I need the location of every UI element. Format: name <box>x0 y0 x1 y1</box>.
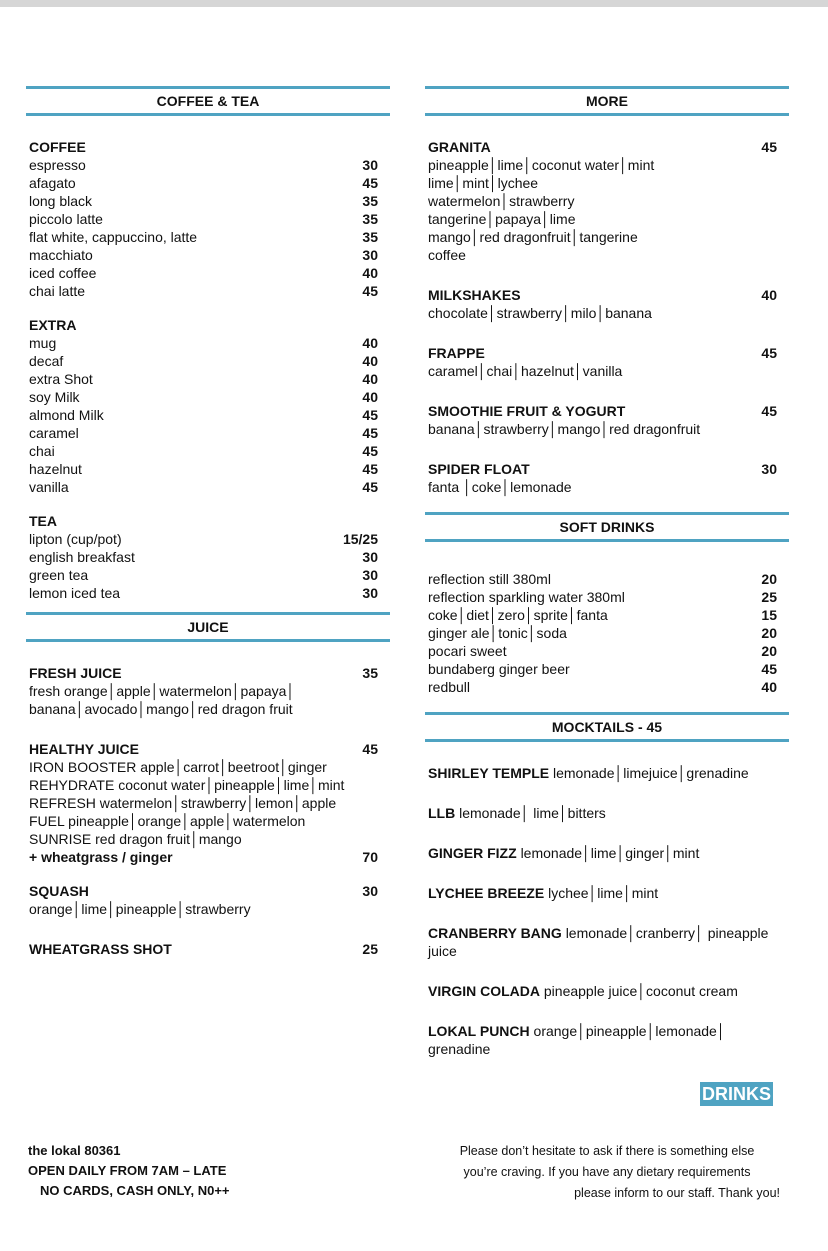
item-name: hazelnut <box>29 461 82 477</box>
item-price: 35 <box>362 211 378 227</box>
milkshakes-price: 40 <box>761 287 777 303</box>
item-name: vanilla <box>29 479 69 495</box>
tea-item <box>26 548 390 566</box>
left-column <box>26 86 390 958</box>
healthy-juice-title: HEALTHY JUICE 45 <box>29 741 378 757</box>
item-price: 45 <box>362 461 378 477</box>
mocktail-desc: orange│pineapple│lemonade│ grenadine <box>428 1023 726 1057</box>
item-name: bundaberg ginger beer <box>428 661 570 677</box>
item-price: 30 <box>362 585 378 601</box>
section-header-juice: JUICE <box>26 612 390 642</box>
option-line: watermelon│strawberry <box>428 193 575 209</box>
extra-item <box>26 424 390 442</box>
option-line: REFRESH watermelon│strawberry│lemon│apple <box>29 795 337 811</box>
granita-price: 45 <box>761 139 777 155</box>
mocktail-item <box>425 844 789 862</box>
extra-item <box>26 370 390 388</box>
extra-item <box>26 478 390 496</box>
extra-item <box>26 334 390 352</box>
item-price: 20 <box>761 643 777 659</box>
item-price: 45 <box>362 479 378 495</box>
section-header-mocktails: MOCKTAILS - 45 <box>425 712 789 742</box>
item-name: extra Shot <box>29 371 93 387</box>
section-title-coffee: COFFEE <box>29 139 86 155</box>
item-price: 20 <box>761 571 777 587</box>
squash-line: orange│lime│pineapple│strawberry <box>29 901 251 917</box>
section-title-tea: TEA <box>29 513 57 529</box>
squash-price: 30 <box>362 883 378 899</box>
item-price: 15 <box>761 607 777 623</box>
soft-drink-item <box>425 678 789 696</box>
extra-item <box>26 388 390 406</box>
footer-hours: OPEN DAILY FROM 7AM – LATE <box>28 1163 227 1178</box>
mocktail-desc: lemonade│lime│ginger│mint <box>520 845 700 861</box>
item-name: ginger ale│tonic│soda <box>428 625 567 641</box>
item-name: macchiato <box>29 247 93 263</box>
item-name: long black <box>29 193 93 209</box>
smoothie-line: banana│strawberry│mango│red dragonfruit <box>428 421 701 437</box>
granita-title: GRANITA 45 <box>428 139 777 155</box>
soft-drink-item <box>425 588 789 606</box>
item-name: green tea <box>29 567 89 583</box>
mocktail-desc: lemonade│limejuice│grenadine <box>552 765 749 781</box>
soft-drink-item <box>425 642 789 660</box>
option-line: IRON BOOSTER apple│carrot│beetroot│ginger <box>29 759 327 775</box>
spider-float-price: 30 <box>761 461 777 477</box>
soft-drinks-list <box>425 570 789 696</box>
smoothie-title: SMOOTHIE FRUIT & YOGURT 45 <box>428 403 777 419</box>
item-price: 40 <box>362 353 378 369</box>
soft-drink-item <box>425 660 789 678</box>
mocktail-name: SHIRLEY TEMPLE <box>428 765 550 781</box>
extra-item <box>26 352 390 370</box>
section-header-coffee-tea: COFFEE & TEA <box>26 86 390 116</box>
item-price: 15/25 <box>342 531 378 547</box>
item-price: 30 <box>362 549 378 565</box>
mocktail-desc: lychee│lime│mint <box>548 885 659 901</box>
coffee-item <box>26 228 390 246</box>
item-price: 20 <box>761 625 777 641</box>
item-price: 30 <box>362 567 378 583</box>
tea-list <box>26 530 390 602</box>
wheatgrass-shot-title: WHEATGRASS SHOT 25 <box>29 941 378 957</box>
option-line: pineapple│lime│coconut water│mint <box>428 157 655 173</box>
item-price: 30 <box>362 157 378 173</box>
right-column <box>425 86 789 1080</box>
item-price: 45 <box>362 443 378 459</box>
option-line: banana│avocado│mango│red dragon fruit <box>29 701 293 717</box>
mocktails-list <box>425 764 789 1058</box>
option-line: coffee <box>428 247 466 263</box>
healthy-juice-lines <box>26 758 390 848</box>
item-price: 30 <box>362 247 378 263</box>
footer-left <box>28 1141 230 1201</box>
footer-venue: the lokal 80361 <box>28 1143 121 1158</box>
footer-note-line: Please don’t hesitate to ask if there is something else <box>459 1144 755 1158</box>
item-name: coke│diet│zero│sprite│fanta <box>428 607 608 623</box>
item-name: reflection still 380ml <box>428 571 551 587</box>
coffee-item <box>26 192 390 210</box>
item-price: 45 <box>362 175 378 191</box>
section-header-soft-drinks: SOFT DRINKS <box>425 512 789 542</box>
mocktail-item <box>425 924 789 960</box>
coffee-item <box>26 246 390 264</box>
item-name: redbull <box>428 679 471 695</box>
item-price: 45 <box>362 283 378 299</box>
coffee-list <box>26 156 390 300</box>
mocktail-item <box>425 764 789 782</box>
extra-item <box>26 460 390 478</box>
wheatgrass-addon-price: 70 <box>362 849 378 865</box>
item-name: chai <box>29 443 55 459</box>
item-name: english breakfast <box>29 549 135 565</box>
item-price: 40 <box>761 679 777 695</box>
frappe-price: 45 <box>761 345 777 361</box>
mocktail-name: GINGER FIZZ <box>428 845 517 861</box>
item-name: iced coffee <box>29 265 97 281</box>
extra-item <box>26 406 390 424</box>
mocktail-name: VIRGIN COLADA <box>428 983 540 999</box>
section-header-more: MORE <box>425 86 789 116</box>
granita-lines <box>425 156 789 264</box>
frappe-title: FRAPPE 45 <box>428 345 777 361</box>
item-name: decaf <box>29 353 64 369</box>
mocktail-name: CRANBERRY BANG <box>428 925 562 941</box>
footer-payment: NO CARDS, CASH ONLY, N0++ <box>40 1183 230 1198</box>
item-name: lemon iced tea <box>29 585 121 601</box>
milkshakes-line: chocolate│strawberry│milo│banana <box>428 305 652 321</box>
healthy-juice-price: 45 <box>362 741 378 757</box>
mocktail-name: LYCHEE BREEZE <box>428 885 545 901</box>
wheatgrass-addon: + wheatgrass / ginger 70 <box>29 849 378 865</box>
option-line: lime│mint│lychee <box>428 175 539 191</box>
item-price: 35 <box>362 193 378 209</box>
extra-list <box>26 334 390 496</box>
mocktail-item <box>425 1022 789 1058</box>
item-name: reflection sparkling water 380ml <box>428 589 625 605</box>
footer-note <box>426 1141 788 1204</box>
smoothie-price: 45 <box>761 403 777 419</box>
spider-float-line: fanta │coke│lemonade <box>428 479 572 495</box>
coffee-item <box>26 210 390 228</box>
milkshakes-title: MILKSHAKES 40 <box>428 287 777 303</box>
item-price: 25 <box>761 589 777 605</box>
option-line: mango│red dragonfruit│tangerine <box>428 229 638 245</box>
item-name: caramel <box>29 425 79 441</box>
coffee-item <box>26 174 390 192</box>
option-line: SUNRISE red dragon fruit│mango <box>29 831 242 847</box>
coffee-item <box>26 264 390 282</box>
top-border <box>0 0 828 7</box>
footer-note-line: please inform to our staff. Thank you! <box>574 1186 780 1200</box>
squash-title: SQUASH 30 <box>29 883 378 899</box>
fresh-juice-lines <box>26 682 390 718</box>
option-line: fresh orange│apple│watermelon│papaya│ <box>29 683 296 699</box>
mocktail-item <box>425 884 789 902</box>
mocktail-item <box>425 804 789 822</box>
wheatgrass-shot-price: 25 <box>362 941 378 957</box>
mocktail-desc: lemonade│ lime│bitters <box>459 805 606 821</box>
fresh-juice-title: FRESH JUICE 35 <box>29 665 378 681</box>
coffee-item <box>26 282 390 300</box>
item-price: 40 <box>362 371 378 387</box>
tea-item <box>26 566 390 584</box>
mocktail-name: LLB <box>428 805 456 821</box>
mocktail-name: LOKAL PUNCH <box>428 1023 530 1039</box>
item-price: 40 <box>362 389 378 405</box>
item-price: 40 <box>362 335 378 351</box>
tea-item <box>26 530 390 548</box>
item-name: espresso <box>29 157 86 173</box>
item-price: 45 <box>362 407 378 423</box>
section-title-extra: EXTRA <box>29 317 77 333</box>
footer-note-line: you’re craving. If you have any dietary requirements <box>463 1165 751 1179</box>
mocktail-desc: lemonade│cranberry│ pineapple juice <box>428 925 769 959</box>
mocktail-desc: pineapple juice│coconut cream <box>543 983 738 999</box>
soft-drink-item <box>425 570 789 588</box>
item-price: 40 <box>362 265 378 281</box>
drinks-badge: DRINKS <box>702 1084 772 1104</box>
fresh-juice-price: 35 <box>362 665 378 681</box>
frappe-line: caramel│chai│hazelnut│vanilla <box>428 363 623 379</box>
item-name: afagato <box>29 175 76 191</box>
coffee-item <box>26 156 390 174</box>
item-name: lipton (cup/pot) <box>29 531 122 547</box>
tea-item <box>26 584 390 602</box>
item-name: chai latte <box>29 283 86 299</box>
item-name: mug <box>29 335 57 351</box>
item-name: soy Milk <box>29 389 80 405</box>
item-name: pocari sweet <box>428 643 507 659</box>
soft-drink-item <box>425 624 789 642</box>
item-price: 45 <box>362 425 378 441</box>
item-name: piccolo latte <box>29 211 103 227</box>
item-price: 45 <box>761 661 777 677</box>
option-line: REHYDRATE coconut water│pineapple│lime│mint <box>29 777 345 793</box>
item-price: 35 <box>362 229 378 245</box>
soft-drink-item <box>425 606 789 624</box>
option-line: tangerine│papaya│lime <box>428 211 576 227</box>
option-line: FUEL pineapple│orange│apple│watermelon <box>29 813 306 829</box>
spider-float-title: SPIDER FLOAT 30 <box>428 461 777 477</box>
extra-item <box>26 442 390 460</box>
item-name: flat white, cappuccino, latte <box>29 229 198 245</box>
mocktail-item <box>425 982 789 1000</box>
item-name: almond Milk <box>29 407 104 423</box>
